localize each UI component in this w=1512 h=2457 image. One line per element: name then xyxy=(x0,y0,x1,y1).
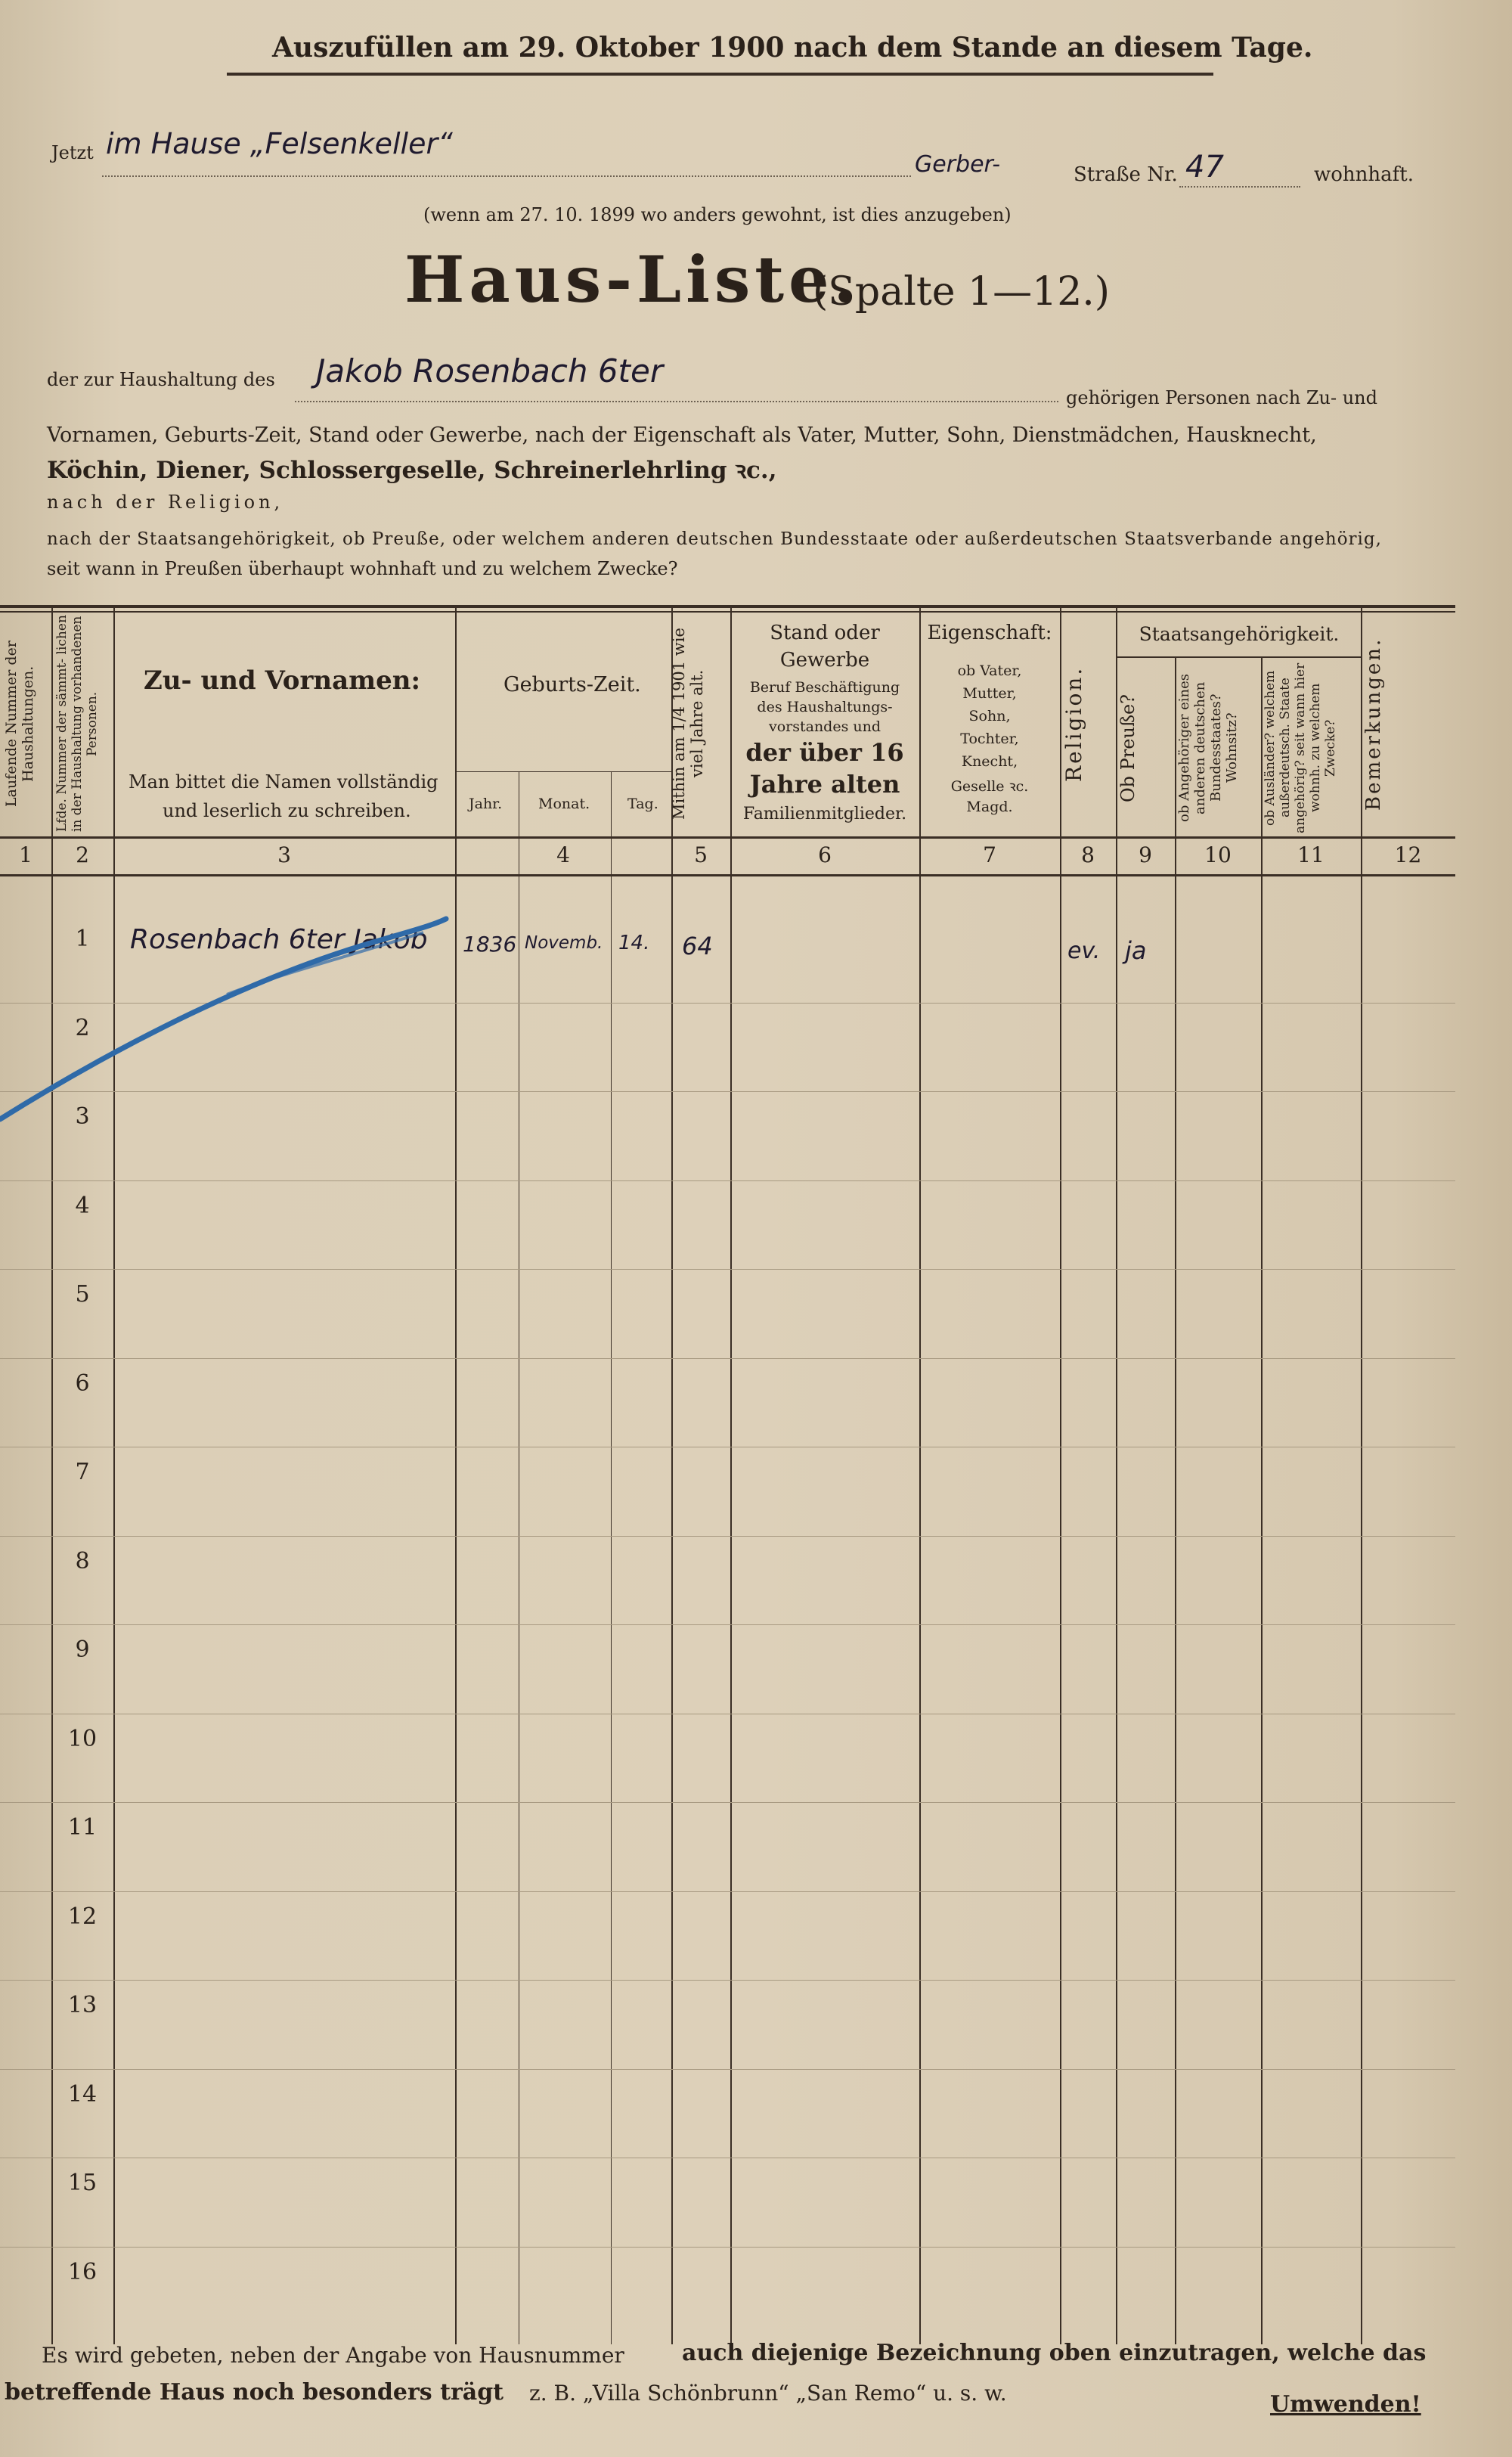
colnum-6: 6 xyxy=(818,842,832,867)
household-dotline xyxy=(295,401,1058,402)
footer-line2a: betreffende Haus noch besonders trägt xyxy=(5,2379,504,2406)
header-col6-d: des Haushaltungs- xyxy=(757,699,893,715)
wohnhaft-label: wohnhaft. xyxy=(1314,163,1414,186)
blue-pencil-stroke xyxy=(0,904,454,1131)
header-staats: Staatsangehörigkeit. xyxy=(1139,623,1340,645)
colnum-11: 11 xyxy=(1297,842,1325,867)
row-number: 6 xyxy=(75,1370,90,1397)
row-divider xyxy=(0,1269,1455,1270)
jetzt-label: Jetzt xyxy=(51,142,94,163)
colnum-bottom-rule xyxy=(0,874,1455,876)
entry-birth-day: 14. xyxy=(618,932,650,954)
geburt-under-rule xyxy=(455,771,671,772)
colnum-5: 5 xyxy=(694,842,708,867)
intro-line6: seit wann in Preußen überhaupt wohnhaft und zu welchem Zwecke? xyxy=(47,558,678,579)
page-title: Haus-Liste. xyxy=(404,242,860,317)
header-col4-title: Geburts-Zeit. xyxy=(503,673,641,696)
row-divider xyxy=(0,1358,1455,1359)
header-col4-jahr: Jahr. xyxy=(469,796,503,812)
address-dotline xyxy=(102,175,911,177)
row-number: 1 xyxy=(75,926,90,952)
header-col8: Religion. xyxy=(1061,665,1086,782)
col-line-10 xyxy=(1261,658,1263,2344)
header-col7-a: ob Vater, xyxy=(957,662,1022,679)
intro-line3: Köchin, Diener, Schlossergeselle, Schreinerlehrling ꝛc., xyxy=(47,457,777,484)
footer-line2b: z. B. „Villa Schönbrunn“ „San Remo“ u. s. w. xyxy=(529,2381,1007,2406)
top-underline xyxy=(227,73,1213,76)
header-col7-f: Geselle ꝛc. xyxy=(950,778,1029,795)
house-dotline xyxy=(1179,186,1300,188)
header-col3-note2: und leserlich zu schreiben. xyxy=(163,800,411,821)
header-col1: Laufende Nummer der Haushaltungen. xyxy=(3,641,36,807)
row-divider xyxy=(0,2069,1455,2070)
row-number: 15 xyxy=(67,2170,98,2196)
row-number: 12 xyxy=(67,1903,98,1930)
table-top-rule-2 xyxy=(0,611,1455,613)
header-col6-e: vorstandes und xyxy=(768,718,881,735)
entry-age: 64 xyxy=(682,932,713,960)
col-line-9 xyxy=(1175,658,1176,2344)
header-col11: ob Ausländer? welchem außerdeutsch. Staate angehörig? seit wann hier wohnh. zu welchem Zwecke? xyxy=(1263,662,1338,833)
row-number: 10 xyxy=(67,1725,98,1752)
header-col7-d: Tochter, xyxy=(960,731,1019,747)
table-top-rule xyxy=(0,605,1455,608)
header-col7-g: Magd. xyxy=(966,799,1013,815)
header-col5: Mithin am 1/4 1901 wie viel Jahre alt. xyxy=(670,628,706,820)
colnum-9: 9 xyxy=(1139,842,1152,867)
row-number: 3 xyxy=(75,1103,90,1130)
header-col10: ob Angehöriger eines anderen deutschen Bundesstaates? Wohnsitz? xyxy=(1176,673,1240,823)
header-col6-c: Beruf Beschäftigung xyxy=(749,679,900,696)
col-line-4b xyxy=(611,771,612,2344)
header-col12: Bemerkungen. xyxy=(1362,637,1385,811)
staats-under-rule xyxy=(1116,656,1362,658)
footer-line1b: auch diejenige Bezeichnung oben einzutragen, welche das xyxy=(682,2340,1427,2366)
header-col9: Ob Preuße? xyxy=(1117,693,1139,802)
entry-name: Rosenbach 6ter Jakob xyxy=(130,924,428,955)
header-col7-title: Eigenschaft: xyxy=(927,622,1052,644)
row-divider xyxy=(0,1624,1455,1625)
page-subtitle: (Spalte 1—12.) xyxy=(813,269,1111,315)
entry-preusse: ja xyxy=(1125,936,1147,965)
household-name: Jakob Rosenbach 6ter xyxy=(316,352,664,389)
row-number: 11 xyxy=(67,1814,98,1841)
colnum-8: 8 xyxy=(1081,842,1095,867)
row-number: 2 xyxy=(75,1014,90,1041)
colnum-2: 2 xyxy=(76,842,89,867)
header-col7-c: Sohn, xyxy=(968,708,1011,724)
header-col7-b: Mutter, xyxy=(962,685,1017,702)
intro-line5: nach der Staatsangehörigkeit, ob Preuße, oder welchem anderen deutschen Bundesstaate oder außerdeutschen Staatsverbande angehörig, xyxy=(47,529,1382,549)
row-number: 7 xyxy=(75,1459,90,1485)
intro-line1b: gehörigen Personen nach Zu- und xyxy=(1066,387,1377,408)
header-col3-note1: Man bittet die Namen vollständig xyxy=(129,771,438,793)
intro-line4: nach der Religion, xyxy=(47,492,284,513)
row-number: 16 xyxy=(67,2258,98,2285)
row-number: 4 xyxy=(75,1192,90,1219)
previous-address-note: (wenn am 27. 10. 1899 wo anders gewohnt, ist dies anzugeben) xyxy=(423,204,1012,225)
colnum-4: 4 xyxy=(556,842,570,867)
header-col4-tag: Tag. xyxy=(627,796,658,812)
footer-line1a: Es wird gebeten, neben der Angabe von Hausnummer xyxy=(42,2343,624,2368)
header-col7-e: Knecht, xyxy=(961,753,1018,770)
row-number: 8 xyxy=(75,1547,90,1574)
header-col6-b: Gewerbe xyxy=(779,649,870,672)
colnum-12: 12 xyxy=(1394,842,1422,867)
colnum-10: 10 xyxy=(1204,842,1232,867)
row-number: 9 xyxy=(75,1636,90,1663)
row-divider xyxy=(0,1536,1455,1537)
header-col6-f: der über 16 xyxy=(745,738,904,767)
header-col3-title: Zu- und Vornamen: xyxy=(144,665,421,696)
entry-birth-year: 1836 xyxy=(463,932,517,957)
row-divider xyxy=(0,1891,1455,1892)
top-instruction: Auszufüllen am 29. Oktober 1900 nach dem Stande an diesem Tage. xyxy=(272,32,1313,64)
colnum-3: 3 xyxy=(277,842,291,867)
street-handwriting: Gerber- xyxy=(915,151,1001,178)
turn-over-note: Umwenden! xyxy=(1270,2391,1421,2418)
entry-religion: ev. xyxy=(1067,938,1101,964)
row-divider xyxy=(0,1180,1455,1181)
header-bottom-rule xyxy=(0,836,1455,839)
house-number: 47 xyxy=(1185,150,1224,185)
header-col4-monat: Monat. xyxy=(538,796,590,812)
row-number: 5 xyxy=(75,1281,90,1308)
header-col6-g: Jahre alten xyxy=(749,770,900,799)
address-handwriting: im Hause „Felsenkeller“ xyxy=(106,127,453,160)
row-divider xyxy=(0,1980,1455,1981)
row-divider xyxy=(0,2247,1455,2248)
header-col6-a: Stand oder xyxy=(770,622,880,644)
row-divider xyxy=(0,1802,1455,1803)
intro-line1a: der zur Haushaltung des xyxy=(47,369,275,390)
header-col2: Lfde. Nummer der sämmt- lichen in der Haushaltung vorhandenen Personen. xyxy=(54,615,100,833)
colnum-1: 1 xyxy=(19,842,33,867)
entry-birth-month: Novemb. xyxy=(525,933,603,953)
intro-line2: Vornamen, Geburts-Zeit, Stand oder Gewerbe, nach der Eigenschaft als Vater, Mutter, Sohn, Dienstmädchen, Hausknecht, xyxy=(47,423,1317,447)
colnum-7: 7 xyxy=(983,842,996,867)
strasse-nr-label: Straße Nr. xyxy=(1074,163,1178,186)
row-number: 14 xyxy=(67,2080,98,2108)
header-col6-h: Familienmitglieder. xyxy=(742,805,907,824)
row-number: 13 xyxy=(67,1992,98,2018)
